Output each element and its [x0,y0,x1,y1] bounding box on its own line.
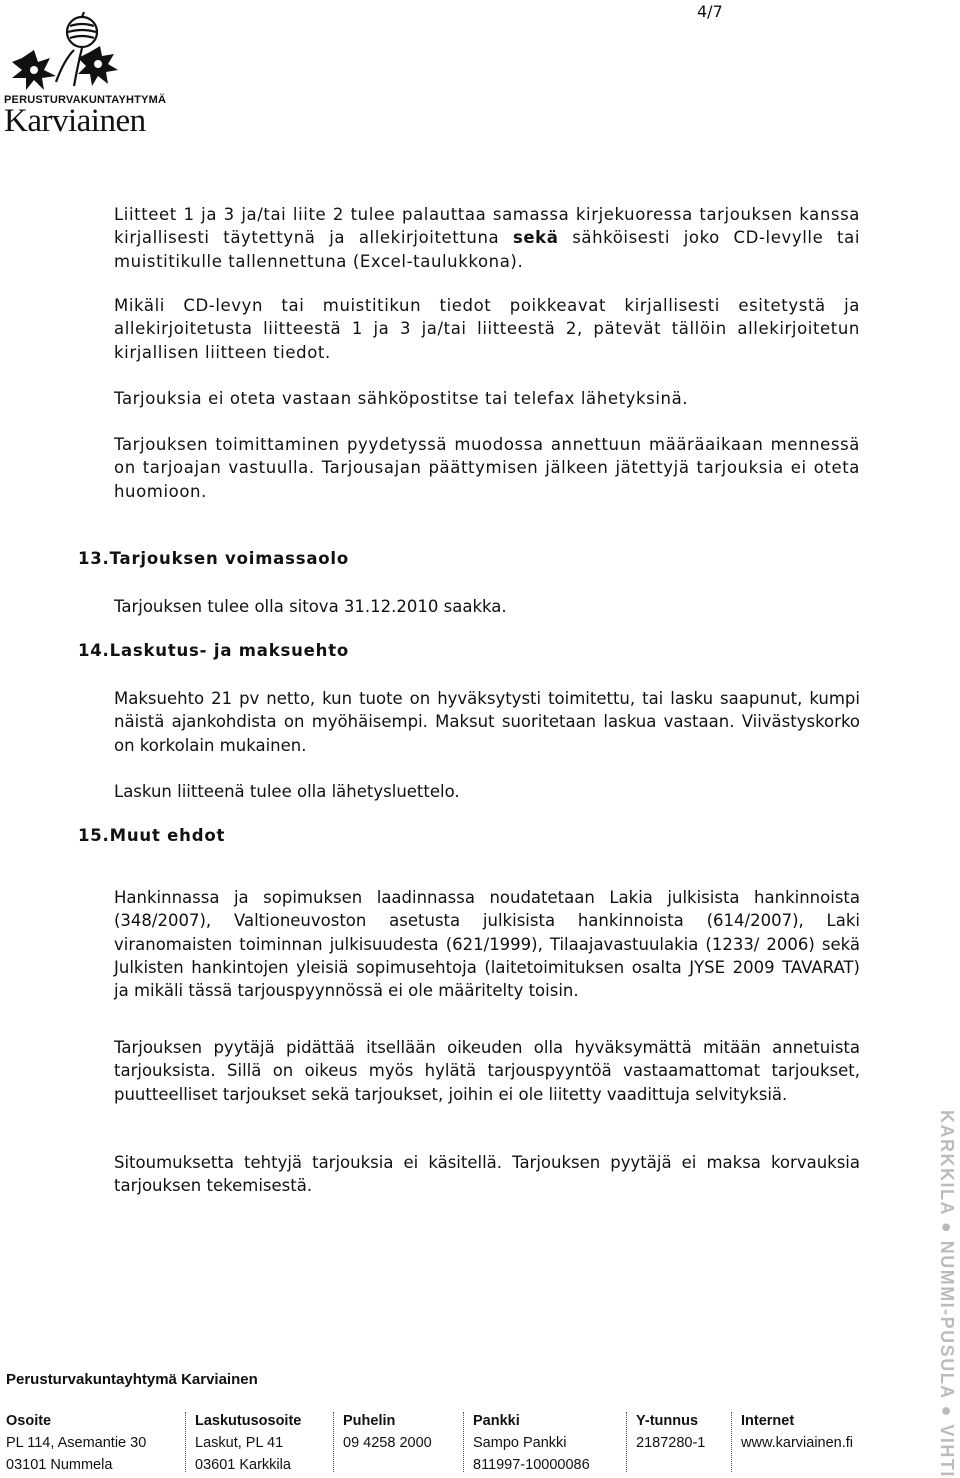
footer-billing-head: Laskutusosoite [195,1413,302,1429]
footer-address-head: Osoite [6,1413,52,1429]
section-14-text: Maksuehto 21 pv netto, kun tuote on hyväksytysti toimitettu, tai lasku saapunut, kumpi näistä ajankohdista on myöhäisempi. Maksut suoritetaan laskua vastaan. Viivästyskorko on korkolain mukainen. [114,689,860,755]
footer-business-id-line1: 2187280-1 [636,1435,706,1451]
footer-billing [195,1410,301,1476]
side-municipalities [935,1110,959,1478]
footer-bank-line1: Sampo Pankki [473,1435,567,1451]
footer-business-id [636,1410,705,1454]
section-15-heading: 15.Muut ehdot [78,826,226,845]
footer-address-line2: 03101 Nummela [6,1457,113,1473]
footer-internet-head: Internet [741,1413,795,1429]
footer-bank-line2: 811997-10000086 [473,1457,590,1473]
logo-org-line: PERUSTURVAKUNTAYHTYMÄ [4,94,167,106]
footer-address [6,1410,146,1476]
logo-name: Karviainen [4,103,146,139]
footer-bank [473,1410,590,1476]
paragraph-cd-difference: Mikäli CD-levyn tai muistitikun tiedot poikkeavat kirjallisesti esitetystä ja allekirjoitetusta liitteestä 1 ja 3 ja/tai liitteestä 2, pätevät tällöin allekirjoitetun kirjallisen liitteen tiedot. [114,296,860,362]
paragraph-attachments-bold: sekä [512,228,559,248]
footer-billing-line2: 03601 Karkkila [195,1457,291,1473]
footer-internet-link[interactable]: www.karviainen.fi [741,1435,854,1451]
section-13-heading: 13.Tarjouksen voimassaolo [78,549,350,568]
footer-phone-head: Puhelin [343,1413,396,1429]
section-15-paragraph-1: Hankinnassa ja sopimuksen laadinnassa noudatetaan Lakia julkisista hankinnoista (348/2007), Valtioneuvoston asetusta julkisista hankinnoista (614/2007), Laki viranomaisten toiminnan julkisuudesta (621/1999), Tilaajavastuulakia (1233/ 2006) sekä Julkisten hankintojen yleisiä sopimusehtoja (laitetoimituksen osalta JYSE 2009 TAVARAT) ja mikäli tässä tarjouspyynnössä ei ole määritelty toisin. [114,888,860,1001]
gooseberry-logo-icon [4,12,124,92]
section-13-text: Tarjouksen tulee olla sitova 31.12.2010 saakka. [114,597,507,616]
footer-separator [626,1412,627,1472]
footer-separator [731,1412,732,1472]
paragraph-attachments [114,203,860,273]
paragraph-delivery-responsibility: Tarjouksen toimittaminen pyydetyssä muodossa annettuun määräaikaan mennessä on tarjoajan vastuulla. Tarjousajan päättymisen jälkeen jätettyjä tarjouksia ei oteta huomioon. [114,435,860,501]
section-15-paragraph-3: Sitoumuksetta tehtyjä tarjouksia ei käsitellä. Tarjouksen pyytäjä ei maksa korvauksia tarjouksen tekemisestä. [114,1153,860,1196]
footer-address-line1: PL 114, Asemantie 30 [6,1435,147,1451]
footer-billing-line1: Laskut, PL 41 [195,1435,284,1451]
footer-separator [463,1412,464,1472]
paragraph-attachments-pre: Liitteet 1 ja 3 ja/tai liite 2 tulee palauttaa samassa kirjekuoressa tarjouksen kanssa kirjallisesti täytettynä ja allekirjoitettuna [114,205,860,248]
footer-business-id-head: Y-tunnus [636,1413,699,1429]
footer-separator [185,1412,186,1472]
footer-phone [343,1410,432,1454]
footer-phone-line1: 09 4258 2000 [343,1435,432,1451]
paragraph-attachments-post: sähköisesti joko CD-levylle tai muistitikulle tallennettuna (Excel-taulukkona). [114,228,860,271]
footer-internet [741,1410,853,1454]
logo [4,12,167,139]
footer-separator [333,1412,334,1472]
footer-org-name: Perusturvakuntayhtymä Karviainen [6,1371,258,1388]
section-15-paragraph-2: Tarjouksen pyytäjä pidättää itsellään oikeuden olla hyväksymättä mitään annetuista tarjouksista. Sillä on oikeus myös hylätä tarjouspyyntöä vastaamattomat tarjoukset, puutteelliset tarjoukset sekä tarjoukset, joihin ei ole liitetty vaadittuja selvityksiä. [114,1038,860,1104]
footer-bank-head: Pankki [473,1413,520,1429]
section-14-heading: 14.Laskutus- ja maksuehto [78,641,350,660]
page-number: 4/7 [697,2,723,21]
section-14-text-2: Laskun liitteenä tulee olla lähetysluettelo. [114,782,460,801]
paragraph-no-email: Tarjouksia ei oteta vastaan sähköpostitse tai telefax lähetyksinä. [114,389,689,408]
side-municipalities-text: KARKKILA ● NUMMI-PUSULA ● VIHTI [937,1110,957,1478]
